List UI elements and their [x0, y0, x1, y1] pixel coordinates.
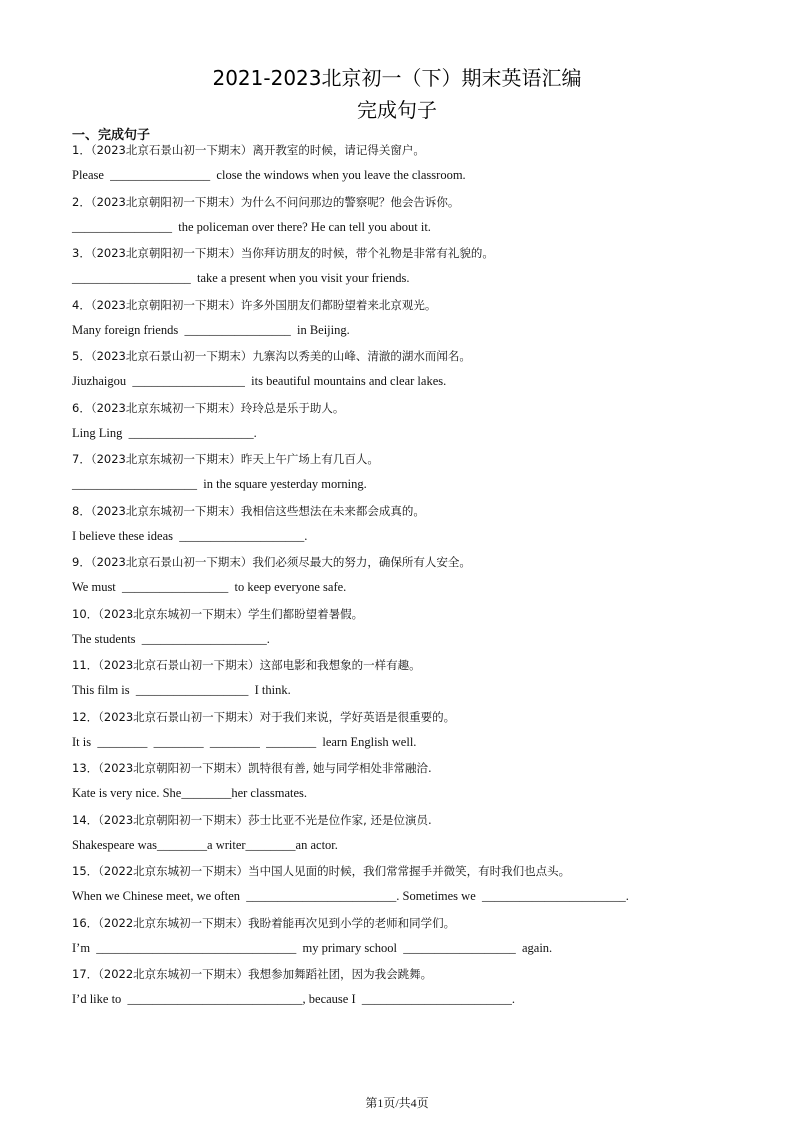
- answer-line: Jiuzhaigou __________________ its beautiful mountains and clear lakes.: [72, 374, 447, 388]
- answer-line: Ling Ling ____________________.: [72, 425, 257, 440]
- answer-line: Kate is very nice. She________her classmates.: [72, 786, 308, 800]
- document-subtitle: 完成句子: [357, 98, 437, 122]
- question-prompt: 9．（2023北京石景山初一下期末）我们必须尽最大的努力，确保所有人安全。: [72, 555, 471, 569]
- answer-line: I believe these ideas ____________________.: [72, 528, 308, 543]
- question-prompt: 6．（2023北京东城初一下期末）玲玲总是乐于助人。: [72, 400, 345, 415]
- question-prompt: 13．（2023北京朝阳初一下期末）凯特很有善, 她与同学相处非常融洽.: [72, 761, 432, 775]
- question-prompt: 11．（2023北京石景山初一下期末）这部电影和我想象的一样有趣。: [72, 658, 421, 672]
- question-prompt: 4．（2023北京朝阳初一下期末）许多外国朋友们都盼望着来北京观光。: [72, 297, 437, 312]
- answer-line: Please ________________ close the windows when you leave the classroom.: [72, 168, 466, 182]
- question-prompt: 10．（2023北京东城初一下期末）学生们都盼望着暑假。: [72, 606, 364, 621]
- answer-line: Many foreign friends _________________ in Beijing.: [72, 322, 350, 337]
- answer-line: When we Chinese meet, we often ________________________. Sometimes we _______________________.: [72, 889, 629, 903]
- answer-line: ________________ the policeman over there? He can tell you about it.: [72, 219, 431, 234]
- page-footer: 第1页/共4页: [365, 1096, 429, 1110]
- question-prompt: 3．（2023北京朝阳初一下期末）当你拜访朋友的时候，带个礼物是非常有礼貌的。: [72, 246, 494, 260]
- answer-line: I’d like to ____________________________, because I ________________________.: [72, 992, 516, 1006]
- question-prompt: 12．（2023北京石景山初一下期末）对于我们来说，学好英语是很重要的。: [72, 709, 456, 724]
- question-prompt: 7．（2023北京东城初一下期末）昨天上午广场上有几百人。: [72, 452, 379, 466]
- document-title: 2021-2023北京初一（下）期末英语汇编: [212, 66, 582, 90]
- answer-line: ___________________ take a present when you visit your friends.: [72, 271, 410, 285]
- question-prompt: 17．（2022北京东城初一下期末）我想参加舞蹈社团，因为我会跳舞。: [72, 967, 433, 981]
- question-prompt: 14．（2023北京朝阳初一下期末）莎士比亚不光是位作家, 还是位演员.: [72, 812, 432, 827]
- answer-line: The students ____________________.: [72, 631, 270, 646]
- answer-line: Shakespeare was________a writer________an actor.: [72, 837, 338, 852]
- question-prompt: 1．（2023北京石景山初一下期末）离开教室的时候，请记得关窗户。: [72, 143, 425, 157]
- answer-line: It is ________ ________ ________ ________ learn English well.: [72, 734, 417, 749]
- question-prompt: 8．（2023北京东城初一下期末）我相信这些想法在未来都会成真的。: [72, 503, 425, 518]
- answer-line: We must _________________ to keep everyone safe.: [72, 580, 347, 594]
- question-prompt: 15．（2022北京东城初一下期末）当中国人见面的时候，我们常常握手并微笑，有时我们也点头。: [72, 864, 571, 878]
- section-heading: 一、完成句子: [72, 128, 151, 143]
- question-prompt: 2．（2023北京朝阳初一下期末）为什么不问问那边的警察呢？他会告诉你。: [72, 194, 460, 209]
- answer-line: ____________________ in the square yesterday morning.: [72, 477, 367, 491]
- question-prompt: 5．（2023北京石景山初一下期末）九寨沟以秀美的山峰、清澈的湖水而闻名。: [72, 349, 471, 363]
- answer-line: I’m ________________________________ my primary school __________________ again.: [72, 940, 553, 955]
- answer-line: This film is __________________ I think.: [72, 683, 291, 697]
- question-prompt: 16．（2022北京东城初一下期末）我盼着能再次见到小学的老师和同学们。: [72, 915, 456, 930]
